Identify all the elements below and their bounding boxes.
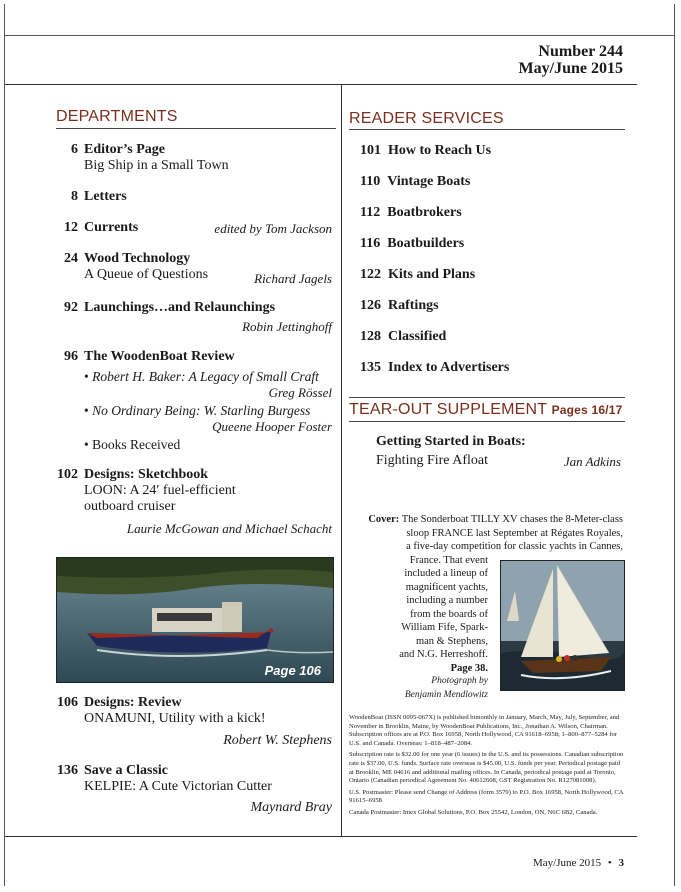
issue-number: Number 244: [538, 43, 623, 60]
supplement-title[interactable]: Getting Started in Boats:: [376, 434, 526, 449]
page-footer: May/June 2015 • 3: [533, 857, 624, 869]
rs-vintage-boats[interactable]: 110 Vintage Boats: [360, 174, 471, 189]
supplement-top-rule: [349, 397, 625, 398]
rule-bottom: [5, 836, 637, 837]
rs-raftings[interactable]: 126 Raftings: [360, 298, 439, 313]
dept-wood-technology[interactable]: 24 Wood Technology A Queue of Questions Richard Jagels: [64, 251, 332, 286]
photo-caption: Page 106: [264, 663, 321, 678]
dept-currents[interactable]: 12 Currents edited by Tom Jackson: [64, 220, 332, 236]
rs-index-to-advertisers[interactable]: 135 Index to Advertisers: [360, 360, 510, 375]
rule-top: [5, 84, 637, 85]
review-bullet: • Robert H. Baker: A Legacy of Small Craft: [84, 369, 319, 384]
supplement-author: Jan Adkins: [563, 454, 621, 469]
rs-how-to-reach-us[interactable]: 101 How to Reach Us: [360, 143, 492, 158]
boat-photo: [56, 557, 334, 683]
dept-save-a-classic[interactable]: 136 Save a Classic KELPIE: A Cute Victorian Cutter Maynard Bray: [57, 763, 332, 815]
issue-header: [519, 43, 623, 77]
cover-photo: [500, 560, 625, 691]
page-number: 3: [618, 857, 624, 869]
publication-info: WoodenBoat (ISSN 0095-067X) is published bimonthly in January, March, May, July, September, and November in Brooklin, Maine, by WoodenBoat Publications, Inc., Jonathan A. Wilson, Chairman. Subscription offices are at P.O. Box 16958, North Hollywood, CA 91618–6958; 1–800–877–5284 for U.S. and Canada. Overseas: 1–818–487–2084. Subscription rate is $32.00 for one year (6 issues) in the U.S. and its possessions. Canadian subscription rate is $37.00, U.S. funds. Surface rate overseas is $45.00, U.S. funds per year. Periodical postage paid at Brooklin, ME 04616 and additional mailing offices. In Canada, periodical postage paid at Toronto, Ontario (Canadian periodical Agreement No. 40612608, GST Registration No. R127081008). U.S. Postmaster: Please send Change of Address (form 3579) to P.O. Box 16958, North Hollywood, CA 91615–6958 Canada Postmaster: Imex Global Solutions, P.O. Box 25542, London, ON, N6C 6B2, Canada.: [349, 714, 624, 816]
sailboat-image: [501, 561, 624, 690]
dept-woodenboat-review[interactable]: 96 The WoodenBoat Review • Robert H. Baker: A Legacy of Small Craft Greg Rössel • No Ordinary Being: W. Starling Burgess Queene Hooper Foster • Books Received: [64, 349, 332, 452]
departments-rule: [56, 128, 336, 129]
rs-boatbuilders[interactable]: 116 Boatbuilders: [360, 236, 465, 251]
column-divider: [341, 84, 342, 836]
supplement-rule: [349, 421, 625, 422]
dept-designs-review[interactable]: 106 Designs: Review ONAMUNI, Utility with a kick! Robert W. Stephens: [57, 695, 332, 748]
dept-letters[interactable]: 8 Letters: [71, 189, 127, 204]
reader-services-rule: [349, 129, 625, 130]
dept-designs-sketchbook[interactable]: 102 Designs: Sketchbook LOON: A 24′ fuel-efficient outboard cruiser Laurie McGowan and Michael Schacht: [57, 467, 332, 536]
supplement-heading: TEAR-OUT SUPPLEMENT Pages 16/17: [349, 401, 623, 418]
cover-description: Cover: The Sonderboat TILLY XV chases the 8-Meter-class sloop FRANCE last September at Régates Royales, a five-day competition for classic yachts in Cannes, France. That event included a lineup of magnificent yachts, including a number from the boards of William Fife, Spark- man & Stephens, and N.G. Herreshoff. Page 38. Photograph by Benjamin Mendlowitz: [368, 514, 623, 700]
dept-editors-page[interactable]: 6 Editor’s Page Big Ship in a Small Town: [71, 142, 229, 173]
supplement-subtitle: Fighting Fire Afloat: [376, 453, 488, 468]
departments-heading: DEPARTMENTS: [56, 108, 178, 125]
reader-services-heading: READER SERVICES: [349, 110, 504, 127]
rs-kits-and-plans[interactable]: 122 Kits and Plans: [360, 267, 476, 282]
review-bullet: • Books Received: [84, 437, 181, 452]
review-bullet: • No Ordinary Being: W. Starling Burgess: [84, 403, 311, 418]
rs-classified[interactable]: 128 Classified: [360, 329, 447, 344]
dept-launchings[interactable]: 92 Launchings…and Relaunchings Robin Jettinghoff: [64, 300, 332, 334]
rs-boatbrokers[interactable]: 112 Boatbrokers: [360, 205, 462, 220]
top-rule: [4, 35, 675, 36]
issue-date: May/June 2015: [518, 60, 623, 77]
